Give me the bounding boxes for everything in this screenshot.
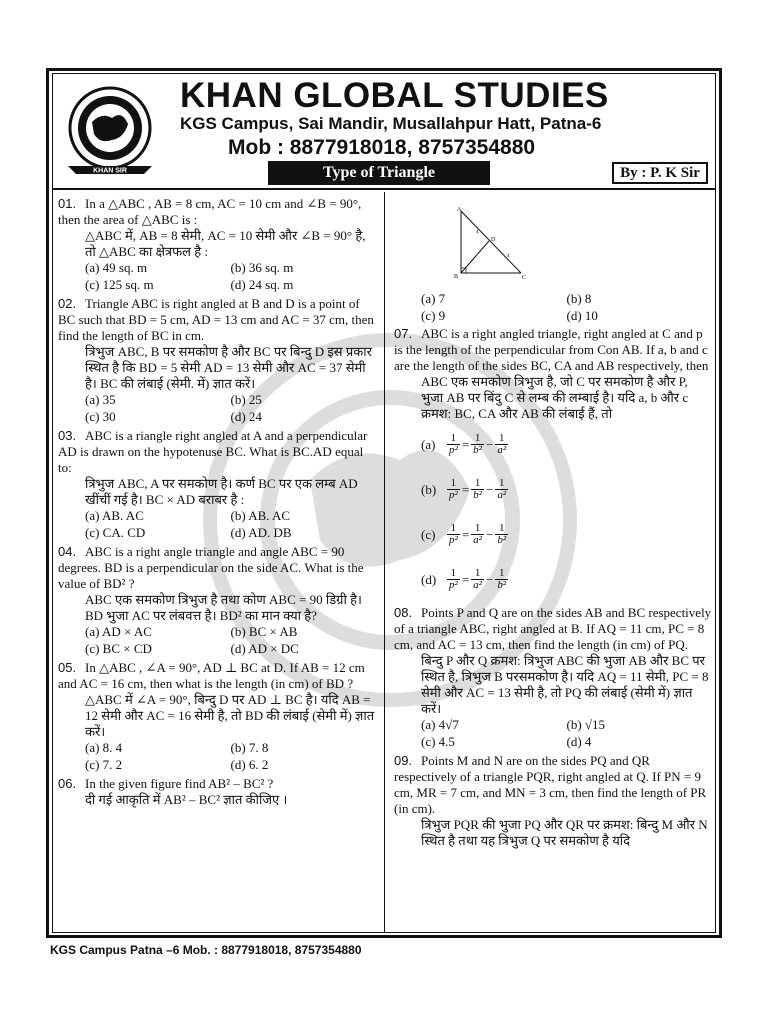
question-01	[58, 196, 376, 293]
option-label: (c)	[421, 526, 436, 542]
option-c: (c) 9	[421, 308, 446, 323]
question-number: 09.	[394, 753, 413, 768]
author-box: By : P. K Sir	[612, 162, 708, 184]
fraction: $\frac{1}{\text{p²}}$	[449, 522, 458, 546]
question-stem: In △ABC , ∠A = 90°, AD ⊥ BC at D. If AB = 12 cm and AC = 16 cm, then what is the length (in cm) of BD ?	[58, 660, 365, 691]
fraction: $\frac{1}{\text{p²}}$	[449, 477, 458, 501]
option-a: (a) 8. 4	[85, 740, 123, 755]
campus-address: KGS Campus, Sai Mandir, Musallahpur Hatt, Patna-6	[180, 114, 602, 133]
q07-option-c: (c) $\frac{1}{\text{p²}}$ = $\frac{1}{\text{a²}}$ − $\frac{1}{\text{b²}}$	[421, 522, 507, 546]
option-d: (d) 10	[566, 308, 598, 323]
question-stem: ABC is a right angled triangle, right angled at C and p is the length of the perpendicular from Con AB. If a, b and c are the length of the sides BC, CA and AB respectively, then	[394, 326, 709, 373]
option-b: (b) 8	[566, 291, 592, 306]
question-stem: In the given figure find AB² – BC² ?	[85, 776, 274, 791]
question-hindi: त्रिभुज PQR की भुजा PQ और QR पर क्रमश: बिन्दु M और N स्थित है तथा यह त्रिभुज Q पर समकोण है यदि	[421, 817, 708, 848]
q07-option-d: (d) $\frac{1}{\text{p²}}$ = $\frac{1}{\text{a²}}$ − $\frac{1}{\text{b²}}$	[421, 567, 507, 591]
fraction: $\frac{1}{\text{b²}}$	[473, 477, 482, 501]
question-hindi: त्रिभुज ABC, A पर समकोण है। कर्ण BC पर एक लम्ब AD खींचीं गई है। BC × AD बराबर है :	[85, 476, 358, 507]
option-c: (c) 7. 2	[85, 757, 123, 772]
question-stem: ABC is a right angle triangle and angle ABC = 90 degrees. BD is a perpendicular on the side AC. What is the value of BD² ?	[58, 544, 364, 591]
question-07	[394, 326, 712, 602]
option-a: (a) AB. AC	[85, 508, 144, 523]
question-hindi: दी गई आकृति में AB² – BC² ज्ञात कीजिए ।	[85, 792, 288, 807]
question-number: 03.	[58, 428, 77, 443]
question-number: 02.	[58, 296, 77, 311]
q07-option-b: (b) $\frac{1}{\text{p²}}$ = $\frac{1}{\text{b²}}$ − $\frac{1}{\text{a²}}$	[421, 477, 507, 501]
logo-bottom-text: KHAN SIR	[93, 167, 127, 175]
option-a: (a) 7	[421, 291, 446, 306]
label-side1: 4	[476, 230, 479, 235]
option-b: (b) 25	[230, 392, 262, 407]
option-b: (b) BC × AB	[230, 624, 298, 639]
right-column	[394, 205, 712, 852]
question-02	[58, 296, 376, 425]
label-b: B	[454, 274, 459, 280]
option-b: (b) √15	[566, 717, 606, 732]
topic-banner: Type of Triangle	[268, 161, 490, 185]
question-hindi: त्रिभुज ABC, B पर समकोण है और BC पर बिन्दु D इस प्रकार स्थित है कि BD = 5 सेमी AD = 13 सेमी और AC = 37 सेमी है। BC की लंबाई (सेमी. में) ज्ञात करें।	[85, 344, 372, 391]
question-stem: Points P and Q are on the sides AB and BC respectively of a triangle ABC, right angled at B. If AQ = 11 cm, PC = 8 cm, and AC = 13 cm, then find the length (in cm) of PQ.	[394, 605, 712, 652]
options	[58, 624, 376, 657]
option-c: (c) 125 sq. m	[85, 277, 154, 292]
option-d: (d) AD × DC	[230, 641, 299, 656]
label-d: D	[491, 237, 496, 243]
fraction: $\frac{1}{\text{a²}}$	[473, 567, 482, 591]
question-stem: Triangle ABC is right angled at B and D is a point of BC such that BD = 5 cm, AD = 13 cm and AC = 37 cm, then find the length of BC in cm.	[58, 296, 374, 343]
option-label: (d)	[421, 571, 437, 587]
option-a: (a) 49 sq. m	[85, 260, 148, 275]
question-08	[394, 605, 712, 750]
question-hindi: △ABC में ∠A = 90°, बिन्दु D पर AD ⊥ BC है। यदि AB = 12 सेमी और AC = 16 सेमी है, तो BD की लंबाई (सेमी में) ज्ञात करें।	[85, 692, 375, 739]
question-number: 05.	[58, 660, 77, 675]
question-hindi: बिन्दु P और Q क्रमश: त्रिभुज ABC की भुजा AB और BC पर स्थित है, त्रिभुज B परसमकोण है। यदि AQ = 11 सेमी, PC = 8 सेमी और AC = 13 सेमी है, तो PQ की लंबाई (सेमी में) ज्ञात करें।	[421, 653, 709, 716]
question-number: 08.	[394, 605, 413, 620]
options	[58, 392, 376, 425]
option-c: (c) BC × CD	[85, 641, 152, 656]
q07-options	[394, 422, 712, 602]
question-stem: In a △ABC , AB = 8 cm, AC = 10 cm and ∠B = 90°, then the area of △ABC is :	[58, 196, 362, 227]
fraction: $\frac{1}{\text{a²}}$	[497, 432, 507, 456]
options	[58, 740, 376, 773]
question-09	[394, 753, 712, 849]
option-a: (a) 35	[85, 392, 116, 407]
options	[58, 508, 376, 541]
option-d: (d) 24	[230, 409, 262, 424]
fraction: $\frac{1}{\text{b²}}$	[473, 432, 482, 456]
label-side2: 4	[507, 254, 510, 259]
label-c: C	[522, 275, 527, 281]
options	[58, 260, 376, 293]
q07-option-a: (a) $\frac{1}{\text{p²}}$ = $\frac{1}{\text{b²}}$ − $\frac{1}{\text{a²}}$	[421, 432, 507, 456]
option-c: (c) CA. CD	[85, 525, 146, 540]
question-hindi: △ABC में, AB = 8 सेमी, AC = 10 सेमी और ∠B = 90° है, तो △ABC का क्षेत्रफल है :	[85, 228, 366, 259]
option-d: (d) 6. 2	[230, 757, 269, 772]
fraction: $\frac{1}{\text{b²}}$	[497, 567, 507, 591]
question-number: 04.	[58, 544, 77, 559]
question-stem: Points M and N are on the sides PQ and QR respectively of a triangle PQR, right angled at Q. If PN = 9 cm, MR = 7 cm, and MN = 3 cm, then find the length of PR (in cm).	[394, 753, 707, 816]
kgs-logo-icon	[60, 82, 160, 182]
option-b: (b) 7. 8	[230, 740, 269, 755]
option-a: (a) AD × AC	[85, 624, 152, 639]
question-06	[58, 776, 376, 808]
fraction: $\frac{1}{\text{a²}}$	[473, 522, 482, 546]
fraction: $\frac{1}{\text{a²}}$	[497, 477, 507, 501]
label-a: A	[457, 207, 462, 213]
options	[394, 717, 712, 750]
option-c: (c) 30	[85, 409, 116, 424]
question-number: 01.	[58, 196, 77, 211]
mobile-numbers: Mob : 8877918018, 8757354880	[228, 136, 536, 159]
option-label: (a)	[421, 436, 436, 452]
option-c: (c) 4.5	[421, 734, 455, 749]
page-footer: KGS Campus Patna –6 Mob. : 8877918018, 8757354880	[50, 943, 362, 957]
question-number: 07.	[394, 326, 413, 341]
option-label: (b)	[421, 481, 437, 497]
question-stem: ABC is a riangle right angled at A and a perpendicular AD is drawn on the hypotenuse BC. What is BC.AD equal to:	[58, 428, 368, 475]
triangle-figure	[449, 205, 529, 285]
option-d: (d) 24 sq. m	[230, 277, 294, 292]
option-a: (a) 4√7	[421, 717, 459, 732]
question-04	[58, 544, 376, 657]
q06-options	[394, 291, 712, 324]
option-b: (b) 36 sq. m	[230, 260, 294, 275]
question-hindi: ABC एक समकोण त्रिभुज है तथा कोण ABC = 90 डिग्री है। BD भुजा AC पर लंबवत्त है। BD² का मान क्या है?	[85, 592, 362, 623]
question-number: 06.	[58, 776, 77, 791]
institute-title: KHAN GLOBAL STUDIES	[180, 76, 609, 115]
option-d: (d) AD. DB	[230, 525, 292, 540]
left-column	[58, 196, 376, 811]
question-03	[58, 428, 376, 541]
question-05	[58, 660, 376, 773]
fraction: $\frac{1}{\text{b²}}$	[497, 522, 507, 546]
option-b: (b) AB. AC	[230, 508, 291, 523]
question-hindi: ABC एक समकोण त्रिभुज है, जो C पर समकोण है और P, भुजा AB पर बिंदु C से लम्ब की लम्बाई है। यदि a, b और c क्रमश: BC, CA और AB की लंबाई हैं, तो	[421, 374, 689, 421]
option-d: (d) 4	[566, 734, 592, 749]
fraction: $\frac{1}{\text{p²}}$	[449, 432, 458, 456]
column-divider	[384, 192, 385, 932]
fraction: $\frac{1}{\text{p²}}$	[449, 567, 458, 591]
